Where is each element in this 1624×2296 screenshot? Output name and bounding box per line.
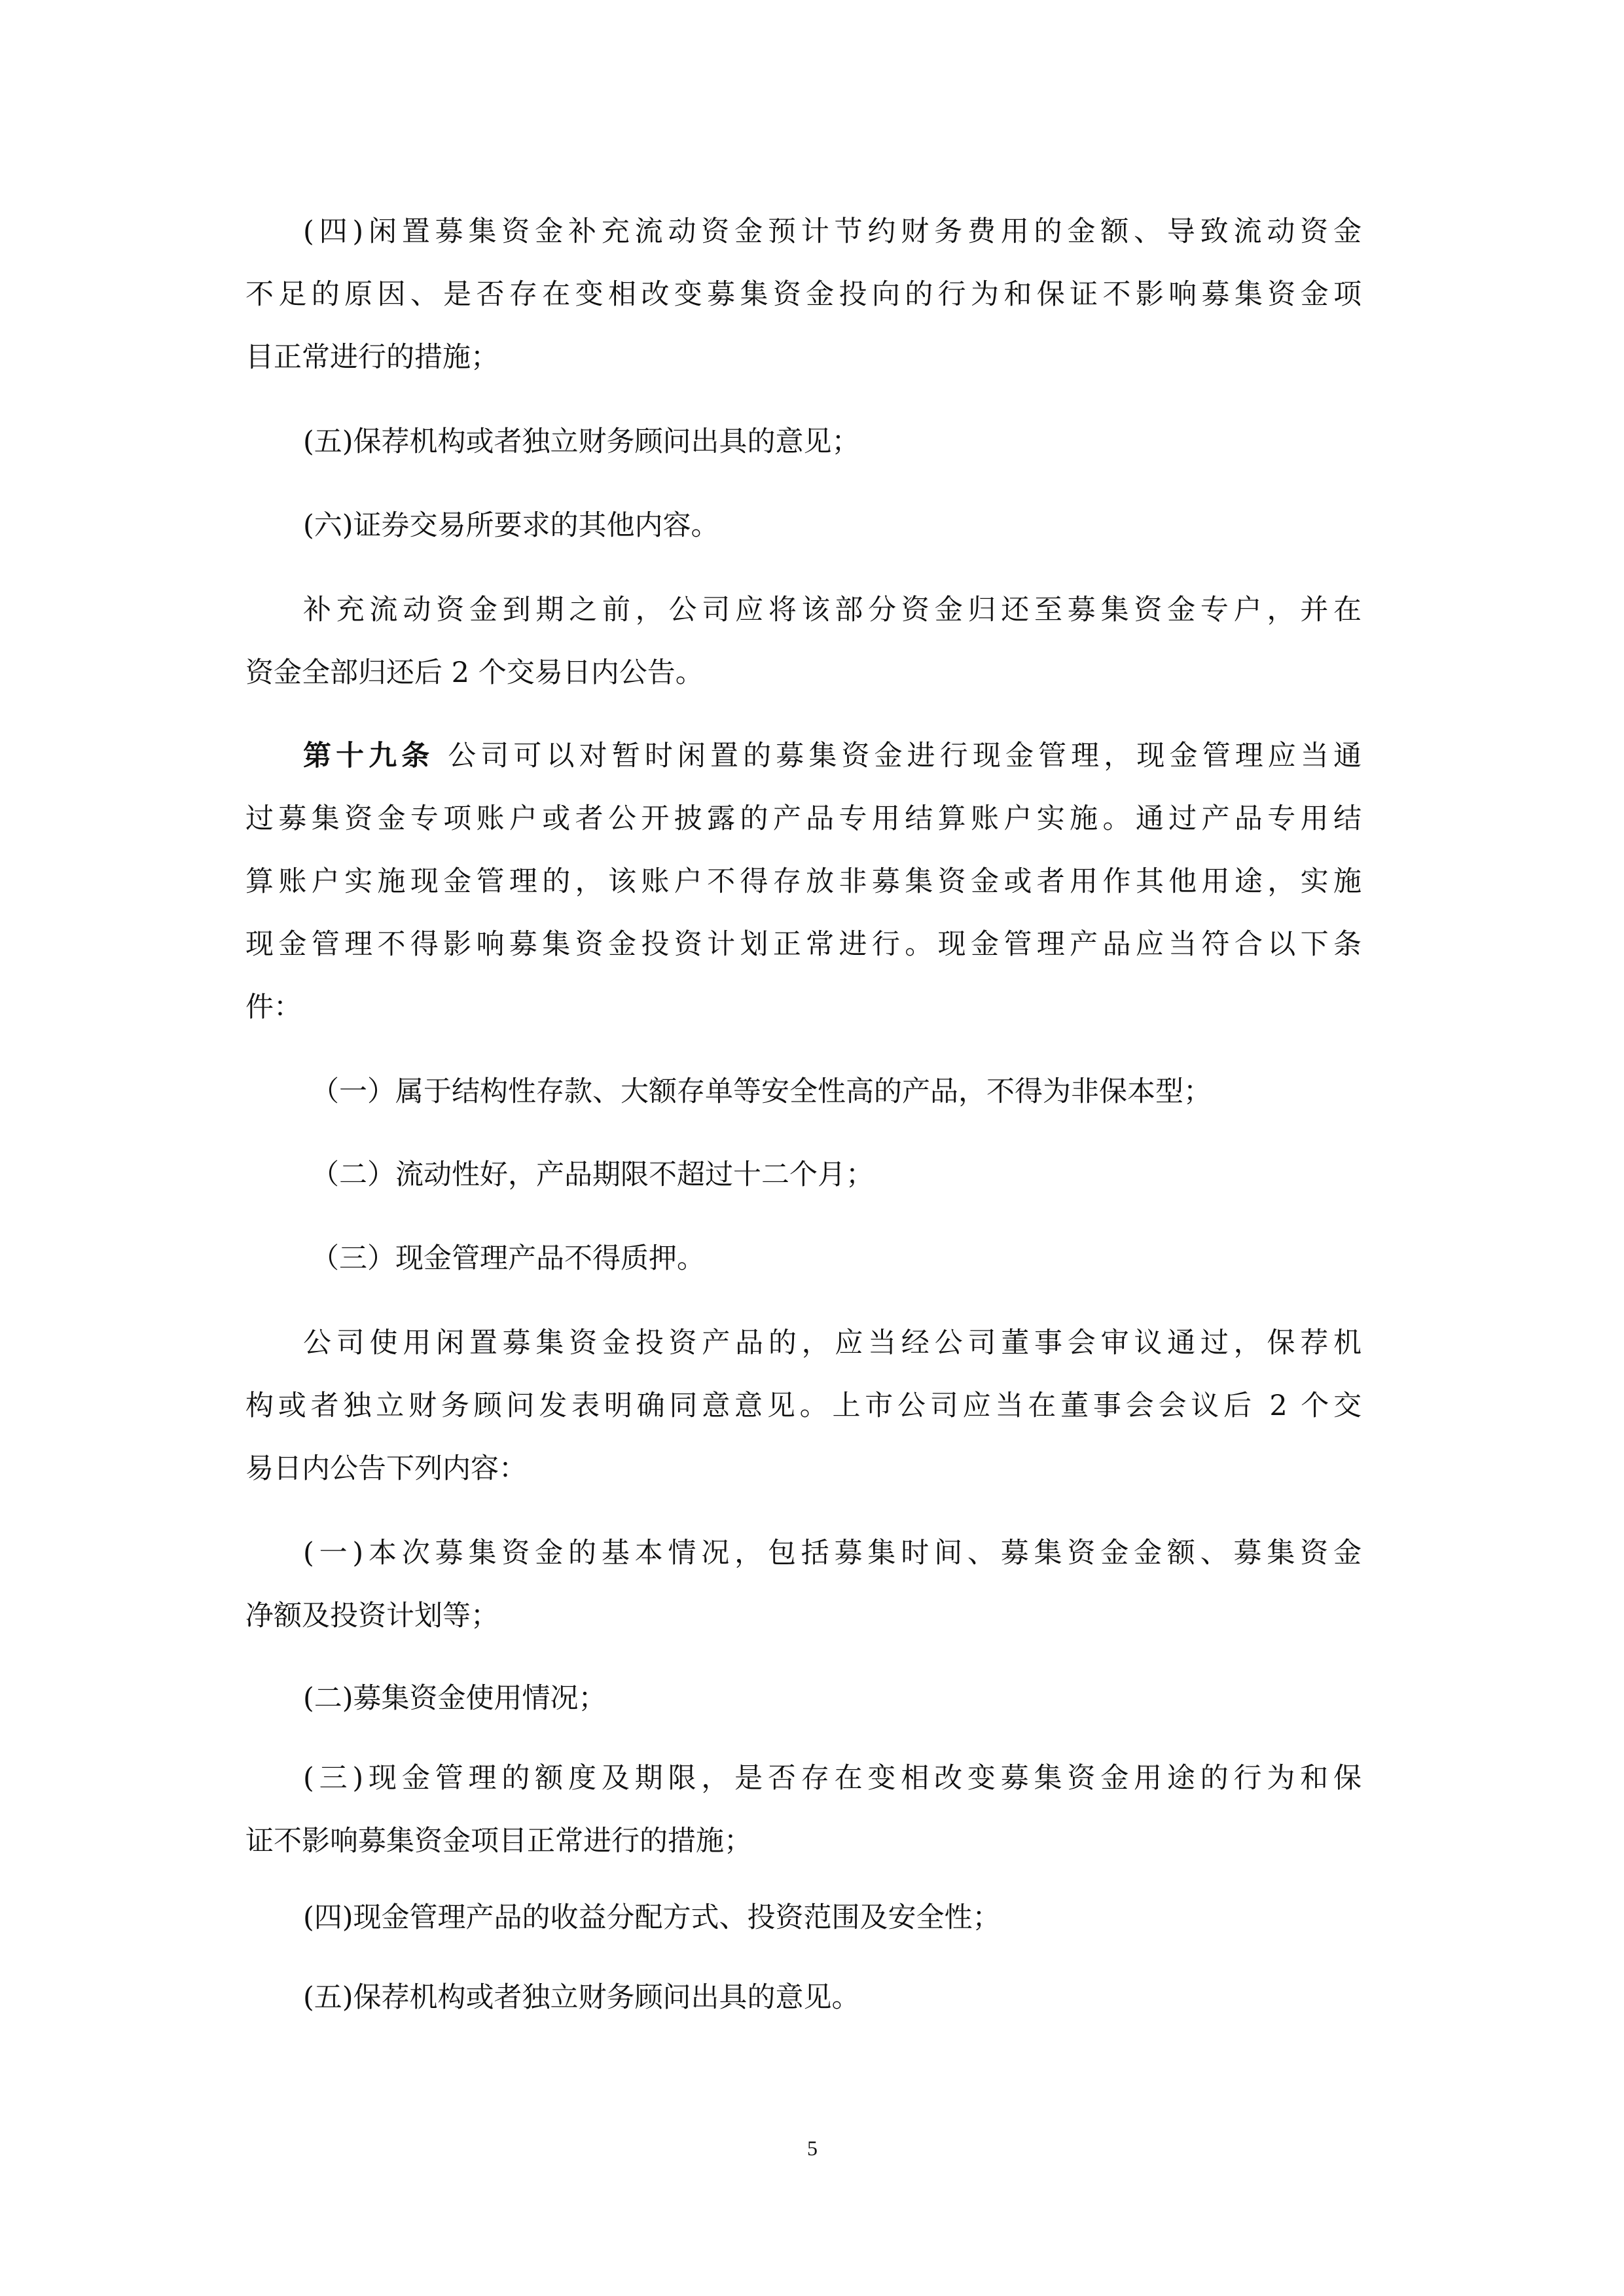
text-line: 资金全部归还后 2 个交易日内公告。 <box>245 656 704 689</box>
text-line: 不足的原因、是否存在变相改变募集资金投向的行为和保证不影响募集资金项 <box>245 278 1362 311</box>
paragraph-disclosure-3 <box>245 1763 1362 1888</box>
paragraph-article-19 <box>245 740 1362 1054</box>
text-line: 易日内公告下列内容： <box>245 1452 527 1485</box>
text-line: 补充流动资金到期之前，公司应将该部分资金归还至募集资金专户，并在 <box>303 594 1362 626</box>
paragraph-idle-funds-item-4 <box>245 216 1362 404</box>
text-line: (五)保荐机构或者独立财务顾问出具的意见。 <box>303 1981 860 2014</box>
text-line: 公司使用闲置募集资金投资产品的，应当经公司董事会审议通过，保荐机 <box>303 1327 1362 1359</box>
paragraph-disclosure-1 <box>245 1537 1362 1663</box>
paragraph-idle-funds-item-5 <box>245 426 1362 489</box>
article-body-start: 公司可以对暂时闲置的募集资金进行现金管理，现金管理应当通 <box>448 740 1362 772</box>
text-line: 目正常进行的措施； <box>245 341 499 374</box>
text-line: (六)证券交易所要求的其他内容。 <box>303 509 719 542</box>
article-heading: 第十九条 <box>303 740 435 772</box>
text-line: (二)募集资金使用情况； <box>303 1682 607 1715</box>
paragraph-board-approval <box>245 1327 1362 1516</box>
paragraph-disclosure-4 <box>245 1902 1362 1965</box>
text-line: （一）属于结构性存款、大额存单等安全性高的产品，不得为非保本型； <box>311 1075 1212 1108</box>
text-line: 算账户实施现金管理的，该账户不得存放非募集资金或者用作其他用途，实施 <box>245 865 1362 898</box>
text-line: (四)闲置募集资金补充流动资金预计节约财务费用的金额、导致流动资金 <box>303 215 1362 248</box>
paragraph-condition-3 <box>245 1243 1362 1306</box>
paragraph-idle-funds-item-6 <box>245 510 1362 573</box>
text-line: (一)本次募集资金的基本情况，包括募集时间、募集资金金额、募集资金 <box>303 1537 1362 1570</box>
text-line: 过募集资金专项账户或者公开披露的产品专用结算账户实施。通过产品专用结 <box>245 802 1362 835</box>
text-line: (三)现金管理的额度及期限，是否存在变相改变募集资金用途的行为和保 <box>303 1762 1362 1795</box>
text-line: 现金管理不得影响募集资金投资计划正常进行。现金管理产品应当符合以下条 <box>245 928 1362 961</box>
paragraph-condition-1 <box>245 1076 1362 1139</box>
text-line: (五)保荐机构或者独立财务顾问出具的意见； <box>303 425 860 458</box>
text-line <box>245 740 1362 803</box>
text-line: 证不影响募集资金项目正常进行的措施； <box>245 1825 752 1857</box>
text-line: (四)现金管理产品的收益分配方式、投资范围及安全性； <box>303 1901 1001 1934</box>
text-line: （二）流动性好，产品期限不超过十二个月； <box>311 1158 874 1191</box>
paragraph-condition-2 <box>245 1159 1362 1222</box>
text-line: 件： <box>245 991 302 1024</box>
text-line: （三）现金管理产品不得质押。 <box>311 1242 705 1275</box>
paragraph-return-before-expiry <box>245 594 1362 720</box>
text-line: 净额及投资计划等； <box>245 1600 499 1632</box>
paragraph-disclosure-5 <box>245 1982 1362 2045</box>
text-line: 构或者独立财务顾问发表明确同意意见。上市公司应当在董事会会议后 2 个交 <box>245 1390 1362 1422</box>
paragraph-disclosure-2 <box>245 1683 1362 1746</box>
page-number: 5 <box>807 2136 818 2160</box>
